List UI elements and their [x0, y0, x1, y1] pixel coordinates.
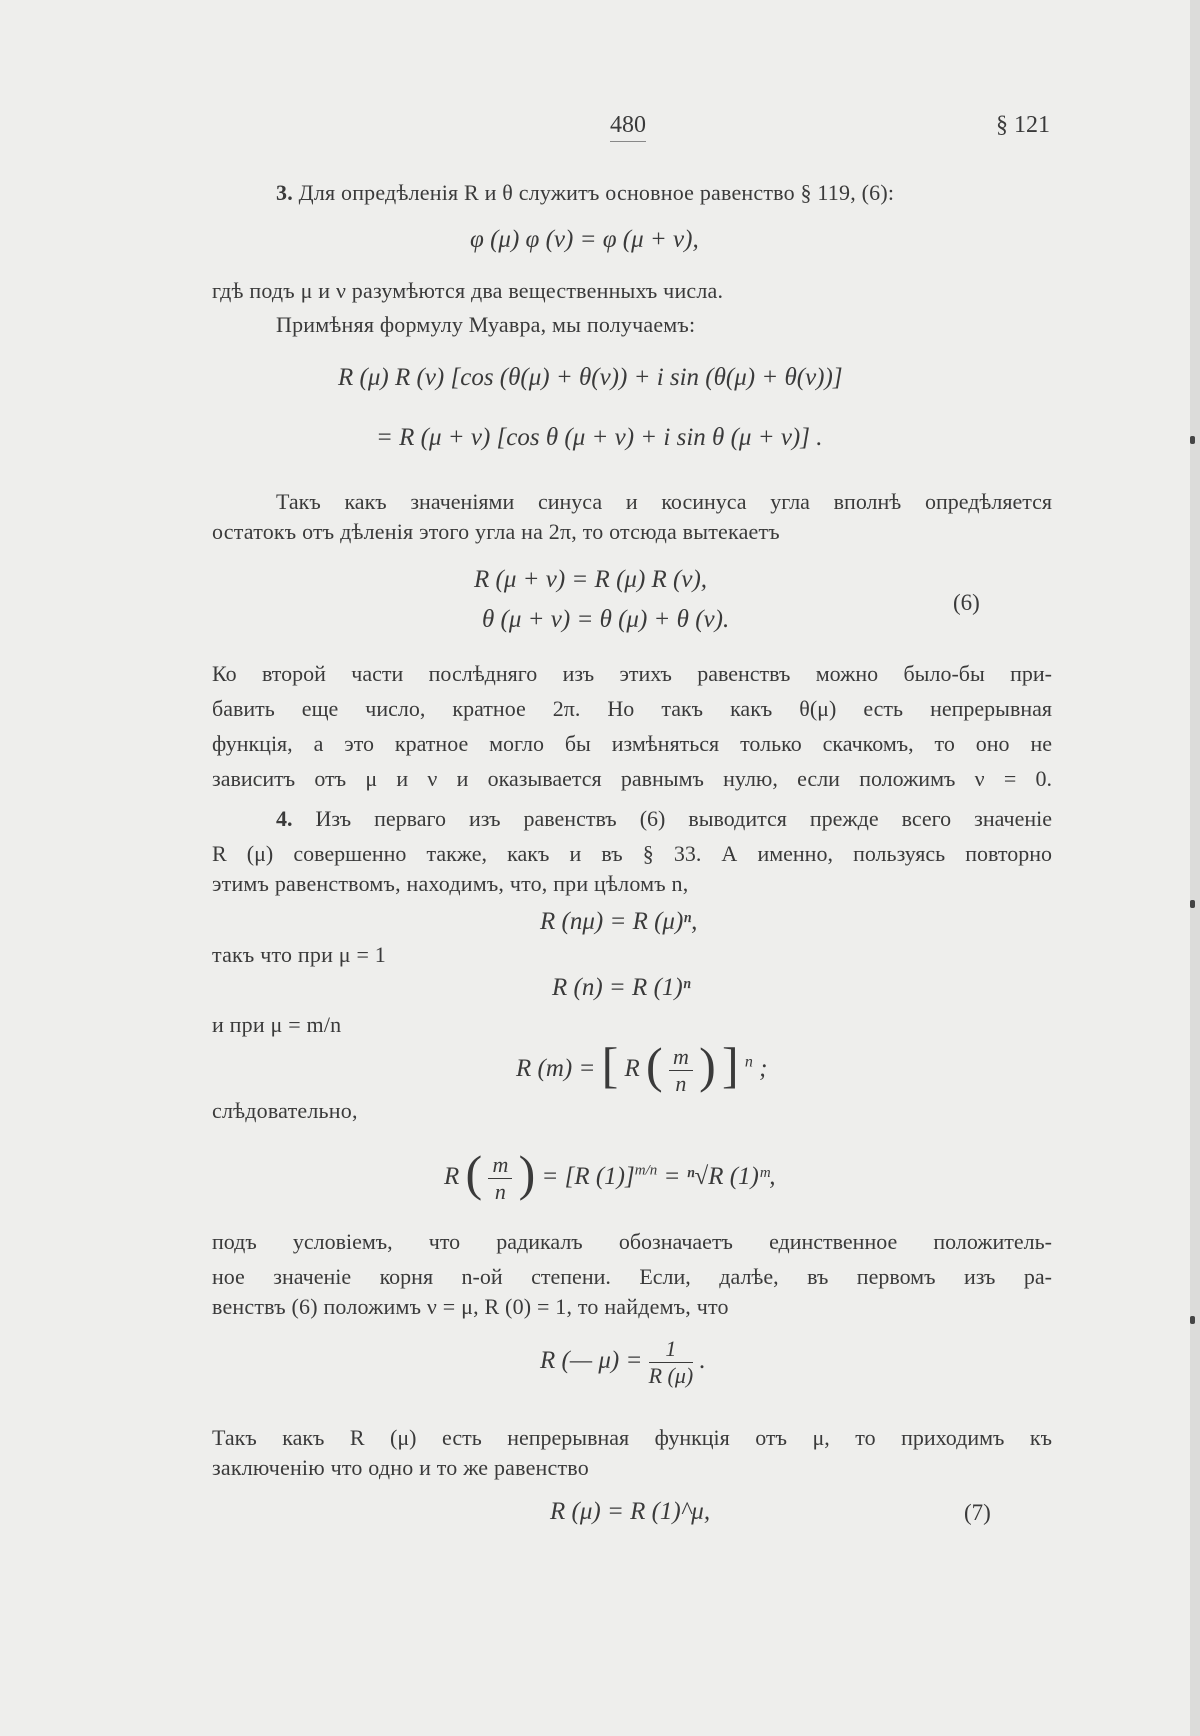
equation-root: [444, 1144, 776, 1205]
equation-integer: R (n) = R (1)ⁿ: [552, 974, 691, 1001]
fractional-exponent: m/n: [634, 1162, 658, 1179]
fraction-numerator: m: [669, 1044, 693, 1071]
scan-speck: [1190, 436, 1195, 444]
equation-end: .: [699, 1347, 706, 1375]
moivre-equation-line-1: R (μ) R (ν) [cos (θ(μ) + θ(ν)) + i sin (θ(μ) + θ(ν))]: [338, 364, 843, 391]
fraction: [649, 1336, 694, 1389]
equation-negative: [540, 1336, 706, 1389]
fraction-denominator: R (μ): [648, 1363, 694, 1388]
fraction-denominator: n: [494, 1178, 506, 1204]
equation-number: (7): [964, 1500, 991, 1525]
paragraph-line: ное значеніе корня n-ой степени. Если, далѣе, въ первомъ изъ ра-: [212, 1264, 1052, 1289]
paragraph-3-first-line: [276, 180, 894, 206]
left-paren: (: [646, 1037, 663, 1093]
paragraph-line: и при μ = m/n: [212, 1012, 342, 1037]
equation-end: ;: [759, 1055, 768, 1082]
moivre-equation-line-2: = R (μ + ν) [cos θ (μ + ν) + i sin θ (μ + ν)] .: [376, 424, 823, 451]
right-paren: ): [699, 1037, 716, 1093]
paragraph-number: 4.: [276, 806, 293, 831]
page-edge-shadow: [1190, 0, 1200, 1736]
paragraph-line: Ко второй части послѣдняго изъ этихъ равенствъ можно было-бы при-: [212, 661, 1052, 686]
paragraph-line: остатокъ отъ дѣленія этого угла на 2π, то отсюда вытекаетъ: [212, 519, 780, 544]
paragraph-line: R (μ) совершенно также, какъ и въ § 33. А именно, пользуясь повторно: [212, 841, 1052, 866]
right-bracket: ]: [722, 1037, 739, 1093]
exponent: n: [744, 1053, 753, 1071]
paragraph-line: Такъ какъ значеніями синуса и косинуса угла вполнѣ опредѣляется: [276, 489, 1052, 514]
paragraph-line: слѣдовательно,: [212, 1098, 358, 1123]
paragraph-line: такъ что при μ = 1: [212, 942, 386, 967]
equation-6a: R (μ + ν) = R (μ) R (ν),: [474, 566, 708, 593]
equation-lhs: R (— μ) =: [540, 1347, 643, 1375]
equation-rational: [516, 1036, 767, 1097]
exponent-denominator: n: [649, 1162, 658, 1179]
paragraph-line: заключенію что одно и то же равенство: [212, 1455, 589, 1480]
fraction-denominator: n: [675, 1070, 687, 1096]
page-number: 480: [610, 112, 646, 142]
functional-equation: φ (μ) φ (ν) = φ (μ + ν),: [470, 226, 699, 253]
equation-radical: = ⁿ√R (1)ᵐ,: [663, 1163, 776, 1190]
equation-power-n: R (nμ) = R (μ)ⁿ,: [540, 908, 698, 935]
exponent-numerator: m: [634, 1162, 646, 1179]
paragraph-text: Для опредѣленія R и θ служитъ основное равенство § 119, (6):: [298, 180, 895, 205]
equation-6b: θ (μ + ν) = θ (μ) + θ (ν).: [482, 606, 730, 633]
paragraph-line: бавить еще число, кратное 2π. Но такъ какъ θ(μ) есть непрерывная: [212, 696, 1052, 721]
equation-7: R (μ) = R (1)^μ,: [550, 1498, 711, 1525]
right-paren: ): [518, 1145, 536, 1201]
left-paren: (: [465, 1145, 483, 1201]
fraction-numerator: 1: [649, 1336, 694, 1363]
paragraph-line: венствъ (6) положимъ ν = μ, R (0) = 1, то найдемъ, что: [212, 1294, 729, 1319]
section-reference: § 121: [996, 112, 1050, 138]
equation-middle: = [R (1)]: [541, 1163, 635, 1190]
left-bracket: [: [601, 1037, 619, 1093]
function-symbol: R: [624, 1055, 640, 1082]
equation-number: (6): [953, 590, 980, 615]
paragraph-line: этимъ равенствомъ, находимъ, что, при цѣломъ n,: [212, 871, 689, 896]
scan-speck: [1190, 900, 1195, 908]
paragraph-line: гдѣ подъ μ и ν разумѣются два вещественныхъ числа.: [212, 278, 724, 303]
paragraph-4-first-line: [276, 801, 1052, 836]
paragraph-line: зависитъ отъ μ и ν и оказывается равнымъ нулю, если положимъ ν = 0.: [212, 766, 1052, 791]
paragraph-line: функція, а это кратное могло бы измѣняться только скачкомъ, то оно не: [212, 731, 1052, 756]
paragraph-line: Такъ какъ R (μ) есть непрерывная функція отъ μ, то приходимъ къ: [212, 1425, 1052, 1450]
paragraph-line: подъ условіемъ, что радикалъ обозначаетъ единственное положитель-: [212, 1229, 1052, 1254]
function-symbol: R: [444, 1163, 460, 1190]
fraction: [488, 1152, 512, 1205]
fraction: [669, 1044, 693, 1097]
paragraph-line: Примѣняя формулу Муавра, мы получаемъ:: [276, 312, 696, 337]
fraction-numerator: m: [488, 1152, 512, 1179]
equation-lhs: R (m) =: [516, 1055, 596, 1082]
page-header: [0, 112, 1200, 152]
paragraph-text: Изъ перваго изъ равенствъ (6) выводится прежде всего значеніе: [315, 806, 1052, 831]
scan-speck: [1190, 1316, 1195, 1324]
paragraph-number: 3.: [276, 180, 293, 205]
